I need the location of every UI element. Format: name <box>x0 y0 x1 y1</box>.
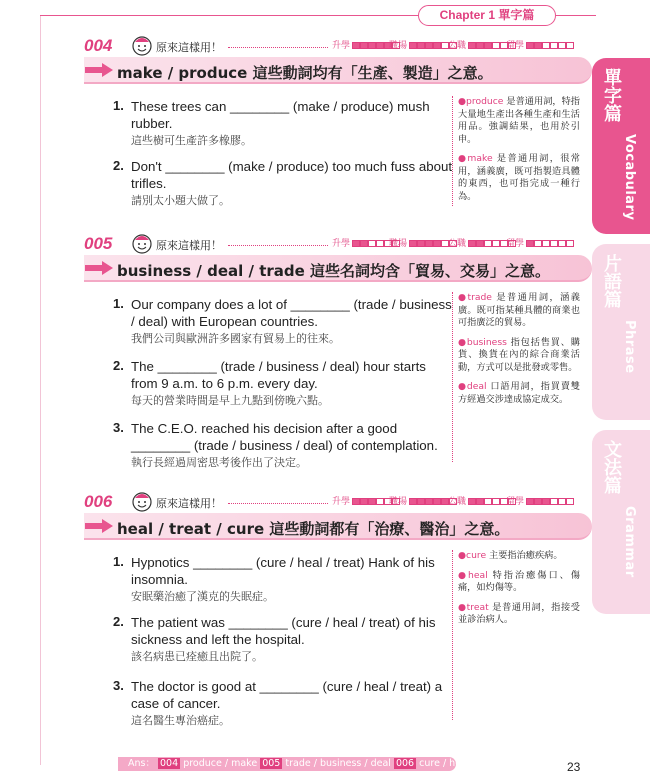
tip-label: 原來這樣用！ <box>156 497 222 510</box>
note-text: 指包括售買、購貨、換貨在內的綜合商業活動，方式可以是批發或零售。 <box>458 336 580 373</box>
usage-note <box>458 153 580 203</box>
smiley-face-icon <box>131 34 153 56</box>
bullet-icon: ● <box>458 292 468 303</box>
note-text: 特指治癒傷口、傷痛，如灼傷等。 <box>458 569 580 593</box>
item-sentence: The ________ (trade / business / deal) hour starts from 9 a.m. to 6 p.m. every day. <box>131 359 426 391</box>
tab-vocabulary[interactable] <box>592 58 650 234</box>
item-translation: 這些樹可生產許多橡膠。 <box>131 134 252 147</box>
note-text: 主要指治癒疾病。 <box>486 550 563 561</box>
usage-notes <box>452 550 580 720</box>
bullet-icon: ● <box>458 336 467 348</box>
usage-note <box>458 96 580 146</box>
tab-phrase-en: Phrase <box>622 320 637 374</box>
item-sentence: The C.E.O. reached his decision after a good ________ (trade / business / deal) of contemplation. <box>131 421 438 453</box>
usage-notes <box>452 96 580 206</box>
note-keyword: treat <box>466 601 489 613</box>
smiley-face-icon <box>131 232 153 254</box>
bullet-icon: ● <box>458 601 467 613</box>
usage-notes <box>452 292 580 462</box>
tab-phrase[interactable] <box>592 244 650 420</box>
dotted-leader <box>228 47 328 48</box>
level-label: 公職 <box>448 497 467 507</box>
page-border-left <box>40 15 41 765</box>
section-title: business / deal / trade 這些名詞均含「貿易、交易」之意。 <box>117 262 551 280</box>
level-label: 公職 <box>448 239 467 249</box>
answer-key-006: 006 <box>395 758 415 769</box>
smiley-face-icon <box>131 490 153 512</box>
level-label: 職場 <box>389 41 408 51</box>
item-translation: 安眠藥治癒了漢克的失眠症。 <box>131 590 274 603</box>
note-keyword: business <box>466 336 507 348</box>
usage-note <box>458 381 580 406</box>
answer-005: trade / business / deal <box>285 758 391 769</box>
arrow-right-icon <box>84 261 114 275</box>
section-number: 005 <box>84 234 113 253</box>
dotted-leader <box>228 503 328 504</box>
arrow-right-icon <box>84 519 114 533</box>
item-number: 1. <box>113 98 124 113</box>
item-sentence: Hypnotics ________ (cure / heal / treat) Hank of his insomnia. <box>131 555 435 587</box>
tip-label: 原來這樣用！ <box>156 41 222 54</box>
header-rule <box>40 15 418 16</box>
level-lvl2 <box>389 236 457 249</box>
usage-note <box>458 292 580 330</box>
note-keyword: heal <box>468 569 488 581</box>
usage-note <box>458 570 580 595</box>
tip-label: 原來這樣用！ <box>156 239 222 252</box>
item-number: 2. <box>113 358 124 373</box>
section-title: make / produce 這些動詞均有「生產、製造」之意。 <box>117 64 493 82</box>
item-translation: 這名醫生專治癌症。 <box>131 714 230 727</box>
note-keyword: trade <box>467 292 492 303</box>
answer-key-004: 004 <box>160 758 179 769</box>
level-lvl2 <box>389 494 457 507</box>
chapter-number: Chapter 1 <box>439 8 495 22</box>
item-sentence: The doctor is good at ________ (cure / heal / treat) a case of cancer. <box>131 679 443 711</box>
level-lvl4 <box>506 38 574 51</box>
usage-note <box>458 602 580 627</box>
item-sentence: Our company does a lot of ________ (trade / business / deal) with European countries. <box>131 297 452 329</box>
section-number: 006 <box>84 492 113 511</box>
item-sentence: These trees can ________ (make / produce) mush rubber. <box>131 99 430 131</box>
item-number: 1. <box>113 296 124 311</box>
item-number: 3. <box>113 678 124 693</box>
level-label: 留學 <box>506 239 525 249</box>
item-number: 1. <box>113 554 124 569</box>
note-text: 是普通用詞，指接受並診治病人。 <box>458 601 580 625</box>
tab-phrase-zh: 片語篇 <box>601 254 622 308</box>
level-lvl4 <box>506 236 574 249</box>
answer-bar <box>118 757 529 771</box>
note-text: 是普通用詞，很常用，涵義廣，既可指製造具體的東西，也可指完成一種行為。 <box>458 153 580 202</box>
level-bar <box>526 42 574 49</box>
note-text: 是普通用詞，特指大量地生產出各種生產和生活用品。強調結果，也用於引申。 <box>458 96 580 145</box>
tab-grammar[interactable] <box>592 430 650 614</box>
level-label: 留學 <box>506 497 525 507</box>
level-bar <box>526 240 574 247</box>
bullet-icon: ● <box>458 381 467 392</box>
tab-grammar-en: Grammar <box>622 506 637 578</box>
note-keyword: produce <box>466 96 504 107</box>
item-sentence: Don't ________ (make / produce) too much fuss about trifles. <box>131 159 453 191</box>
item-translation: 執行長經過周密思考後作出了決定。 <box>131 456 307 469</box>
item-translation: 該名病患已痊癒且出院了。 <box>131 650 263 663</box>
item-sentence: The patient was ________ (cure / heal / treat) of his sickness and left the hospital. <box>131 615 436 647</box>
section-title: heal / treat / cure 這些動詞都有「治療、醫治」之意。 <box>117 520 510 538</box>
item-number: 3. <box>113 420 124 435</box>
dotted-leader <box>228 245 328 246</box>
bullet-icon: ● <box>458 550 467 561</box>
bullet-icon: ● <box>458 569 469 581</box>
level-bar <box>526 498 574 505</box>
item-translation: 每天的營業時間是早上九點到傍晚六點。 <box>131 394 329 407</box>
note-keyword: deal <box>466 381 487 392</box>
chapter-tab <box>418 5 556 26</box>
level-lvl4 <box>506 494 574 507</box>
chapter-label: 單字篇 <box>498 8 535 22</box>
usage-note <box>458 550 580 563</box>
level-label: 升學 <box>332 497 351 507</box>
level-label: 職場 <box>389 497 408 507</box>
level-label: 職場 <box>389 239 408 249</box>
item-number: 2. <box>113 614 124 629</box>
item-translation: 我們公司與歐洲許多國家有貿易上的往來。 <box>131 332 340 345</box>
section-number: 004 <box>84 36 113 55</box>
item-number: 2. <box>113 158 124 173</box>
usage-note <box>458 337 580 375</box>
tab-vocabulary-en: Vocabulary <box>622 134 637 221</box>
answer-006: cure / healed / treating <box>419 758 529 769</box>
header-rule-right <box>556 15 596 16</box>
bullet-icon: ● <box>458 96 467 107</box>
arrow-right-icon <box>84 63 114 77</box>
level-lvl2 <box>389 38 457 51</box>
answer-label: Ans： <box>128 758 155 769</box>
bullet-icon: ● <box>458 153 468 164</box>
level-label: 升學 <box>332 239 351 249</box>
level-label: 升學 <box>332 41 351 51</box>
answer-key-005: 005 <box>262 758 281 769</box>
page-number: 23 <box>567 760 581 774</box>
note-keyword: cure <box>466 550 487 561</box>
level-label: 留學 <box>506 41 525 51</box>
item-translation: 請別太小題大做了。 <box>131 194 230 207</box>
note-keyword: make <box>467 153 493 164</box>
level-label: 公職 <box>448 41 467 51</box>
tab-grammar-zh: 文法篇 <box>601 440 622 494</box>
tab-vocabulary-zh: 單字篇 <box>601 68 622 122</box>
note-text: 口語用詞，指買賣雙方經過交涉達成協定成交。 <box>458 381 580 405</box>
answer-004: produce / make <box>183 758 258 769</box>
note-text: 是普通用詞，涵義廣。既可指某種具體的商業也可指廣泛的貿易。 <box>458 292 580 328</box>
